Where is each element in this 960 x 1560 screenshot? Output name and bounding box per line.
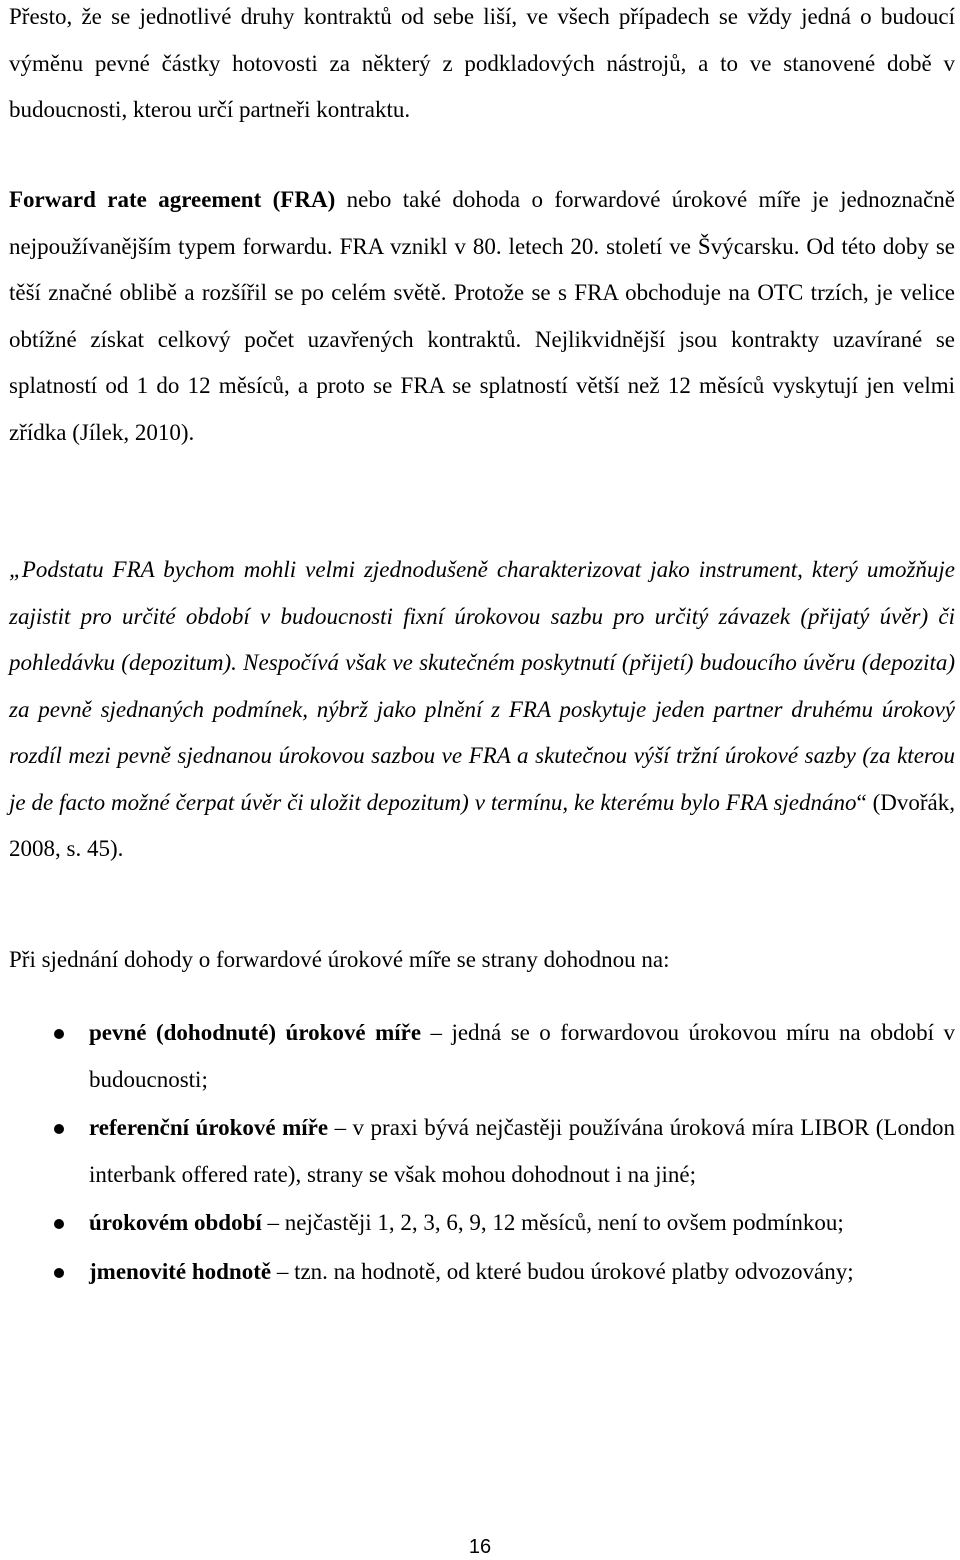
fra-term: Forward rate agreement (FRA) (9, 187, 336, 212)
list-item-term: úrokovém období (89, 1210, 262, 1235)
bullet-icon (54, 1219, 64, 1229)
quote-text: „Podstatu FRA bychom mohli velmi zjednodušeně charakterizovat jako instrument, který umožňuje zajistit pro určité období v budoucnosti fixní úrokovou sazbu pro určitý závazek (přijatý úvěr) či pohledávku (depozitum). Nespočívá však ve skutečném poskytnutí (přijetí) budoucího úvěru (depozita) za pevně sjednaných podmínek, nýbrž jako plnění z FRA poskytuje jeden partner druhému úrokový rozdíl mezi pevně sjednanou úrokovou sazbou ve FRA a skutečnou výší tržní úrokové sazby (za kterou je de facto možné čerpat úvěr či uložit depozitum) v termínu, ke kterému bylo FRA sjednáno (9, 557, 955, 815)
paragraph-fra-quote (9, 547, 955, 873)
bullet-icon (54, 1029, 64, 1039)
list-item-text: – jedná se o forwardovou úrokovou míru na období v budoucnosti; (89, 1020, 955, 1092)
list-item-text: – nejčastěji 1, 2, 3, 6, 9, 12 měsíců, není to ovšem podmínkou; (261, 1210, 844, 1235)
agreement-terms-list (9, 1010, 955, 1295)
list-item-term: pevné (dohodnuté) úrokové míře (89, 1020, 422, 1045)
fra-description: nebo také dohoda o forwardové úrokové míře je jednoznačně nejpoužívanějším typem forwardu. FRA vznikl v 80. letech 20. století ve Švýcarsku. Od této doby se těší značné oblibě a rozšířil se po celém světě. Protože se s FRA obchoduje na OTC trzích, je velice obtížné získat celkový počet uzavřených kontraktů. Nejlikvidnější jsou kontrakty uzavírané se splatností od 1 do 12 měsíců, a proto se FRA se splatností větší než 12 měsíců vyskytují jen velmi zřídka (Jílek, 2010). (9, 187, 956, 445)
bullet-icon (54, 1124, 64, 1134)
paragraph-contract-differences: Přesto, že se jednotlivé druhy kontraktů od sebe liší, ve všech případech se vždy jedná o budoucí výměnu pevné částky hotovosti za některý z podkladových nástrojů, a to ve stanovené době v budoucnosti, kterou určí partneři kontraktu. (9, 4, 955, 122)
list-item-text: – tzn. na hodnotě, od které budou úrokové platby odvozovány; (271, 1258, 854, 1284)
list-item (9, 1200, 955, 1247)
page-number: 16 (468, 1536, 492, 1558)
list-item (9, 1105, 955, 1198)
list-item-term: referenční úrokové míře (89, 1115, 329, 1140)
list-item-term: jmenovité hodnotě (89, 1258, 272, 1284)
document-page (9, 0, 955, 1560)
list-item-text: – v praxi bývá nejčastěji používána úroková míra LIBOR (London interbank offered rate), strany se však mohou dohodnout i na jiné; (89, 1115, 955, 1187)
bullet-icon (54, 1268, 64, 1278)
paragraph-agreement-intro: Při sjednání dohody o forwardové úrokové míře se strany dohodnou na: (9, 947, 670, 972)
list-item (9, 1249, 955, 1296)
list-item (9, 1010, 955, 1103)
quote-citation: “ (Dvořák, 2008, s. 45). (9, 789, 955, 861)
paragraph-fra-definition (9, 177, 955, 456)
